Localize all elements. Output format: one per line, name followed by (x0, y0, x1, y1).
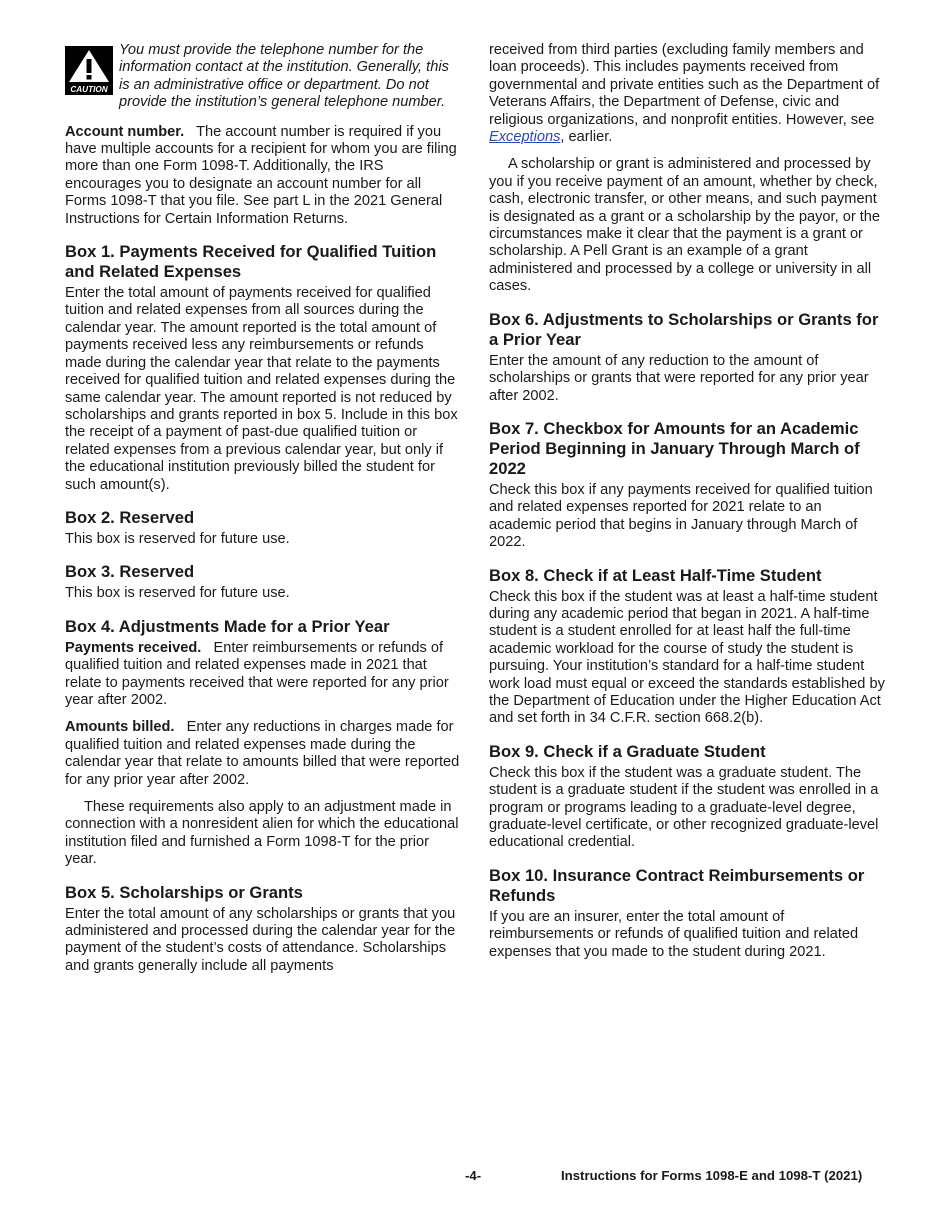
box8-heading: Box 8. Check if at Least Half-Time Student (489, 565, 822, 585)
box2-heading: Box 2. Reserved (65, 507, 195, 527)
box5-continued-tail: , earlier. (560, 129, 613, 146)
box4-payments-text: Enter reimbursements or refunds of qualified tuition and related expenses made in 2021 that relate to payments received that were reported for any prior year after 2002. (65, 639, 449, 708)
box4-payments-label: Payments received. (65, 639, 202, 656)
account-number-text: The account number is required if you have multiple accounts for a recipient for whom you are filing more than one Form 1098-T. Additionally, the IRS encourages you to designate an account number for all Forms 1098-T that you file. See part L in the 2021 General Instructions for Certain Information Returns. (65, 123, 457, 227)
box5-continued-paragraph (489, 42, 886, 146)
caution-icon-label: CAUTION (70, 85, 108, 94)
box4-billed-paragraph (65, 719, 462, 789)
box10-heading: Box 10. Insurance Contract Reimbursements or Refunds (489, 865, 865, 905)
footer-title: Instructions for Forms 1098-E and 1098-T (2021) (561, 1168, 863, 1183)
account-number-label: Account number. (65, 123, 185, 140)
box4-heading: Box 4. Adjustments Made for a Prior Year (65, 616, 390, 636)
box6-heading: Box 6. Adjustments to Scholarships or Grants for a Prior Year (489, 309, 879, 349)
box8-text: Check this box if the student was at least a half-time student during any academic period that began in 2021. A half-time student is a student enrolled for at least half the full-time academic workload for the course of study the student is pursuing. Your institution’s standard for a half-time student work load must equal or exceed the standards established by the Department of Education under the Higher Education Act and set forth in 34 C.F.R. section 668.2(b). (489, 588, 885, 727)
box5-administered-text: A scholarship or grant is administered and processed by you if you receive payment of an amount, whether by check, cash, electronic transfer, or other means, and such payment is designated as a grant or a scholarship by the payor, or the circumstances make it clear that the payment is a grant or scholarship. A Pell Grant is an example of a grant administered and processed by a college or university in all cases. (489, 156, 881, 295)
box5-text: Enter the total amount of any scholarships or grants that you administered and processed during the calendar year for the payment of the student’s costs of attendance. Scholarships and grants generally include all payments (65, 905, 456, 974)
box5-heading: Box 5. Scholarships or Grants (65, 882, 303, 902)
caution-warning-icon (65, 46, 113, 95)
box6-text: Enter the amount of any reduction to the amount of scholarships or grants that were reported for any prior year after 2002. (489, 352, 869, 404)
box10-text: If you are an insurer, enter the total amount of reimbursements or refunds of qualified tuition and related expenses that you made to the student during 2021. (489, 908, 859, 960)
page-number: -4- (465, 1168, 482, 1183)
right-column (489, 42, 886, 971)
box9-heading: Box 9. Check if a Graduate Student (489, 741, 766, 761)
box4-nonresident-text: These requirements also apply to an adjustment made in connection with a nonresident alien for which the educational institution filed and furnished a Form 1098-T for the prior year. (65, 799, 459, 868)
box7-text: Check this box if any payments received for qualified tuition and related expenses reported for 2021 relate to an academic period that begins in January through March of 2022. (489, 481, 873, 551)
caution-note (65, 42, 462, 112)
account-number-paragraph (65, 124, 462, 228)
box1-text: Enter the total amount of payments received for qualified tuition and related expenses from all sources during the calendar year. The amount reported is the total amount of payments received less any reimbursements or refunds made during the calendar year that relate to the payments received for qualified tuition and related expenses during the same calendar year. The amount reported is not reduced by scholarships and grants reported in box 5. Include in this box the receipt of a payment of past-due qualified tuition or related expenses from a previous calendar year, but only if the educational institution previously billed the student for such amount(s). (65, 285, 458, 493)
box4-payments-paragraph (65, 640, 462, 710)
box4-billed-text: Enter any reductions in charges made for qualified tuition and related expenses made during the calendar year that relate to amounts billed that were reported for any prior year after 2002. (65, 719, 460, 788)
box9-text: Check this box if the student was a graduate student. The student is a graduate student if the student was enrolled in a program or programs leading to a graduate-level degree, graduate-level certificate, or other recognized graduate-level educational credential. (489, 764, 879, 851)
left-column (65, 42, 462, 985)
box3-text: This box is reserved for future use. (65, 585, 290, 602)
exceptions-link[interactable]: Exceptions (489, 129, 561, 146)
box7-heading: Box 7. Checkbox for Amounts for an Academic Period Beginning in January Through March of 2022 (489, 418, 860, 478)
box3-heading: Box 3. Reserved (65, 562, 195, 582)
box4-billed-label: Amounts billed. (65, 719, 175, 736)
box2-text: This box is reserved for future use. (65, 530, 290, 547)
box5-continued-text: received from third parties (excluding family members and loan proceeds). This includes payments received from governmental and private entities such as the Department of Veterans Affairs, the Department of Defense, civic and religious organizations, and nonprofit entities. However, see (489, 42, 880, 128)
caution-text: You must provide the telephone number for the information contact at the institution. Generally, this is an administrative office or department. Do not provide the institution’s general telephone number. (119, 42, 449, 111)
box1-heading: Box 1. Payments Received for Qualified Tuition and Related Expenses (65, 242, 437, 282)
